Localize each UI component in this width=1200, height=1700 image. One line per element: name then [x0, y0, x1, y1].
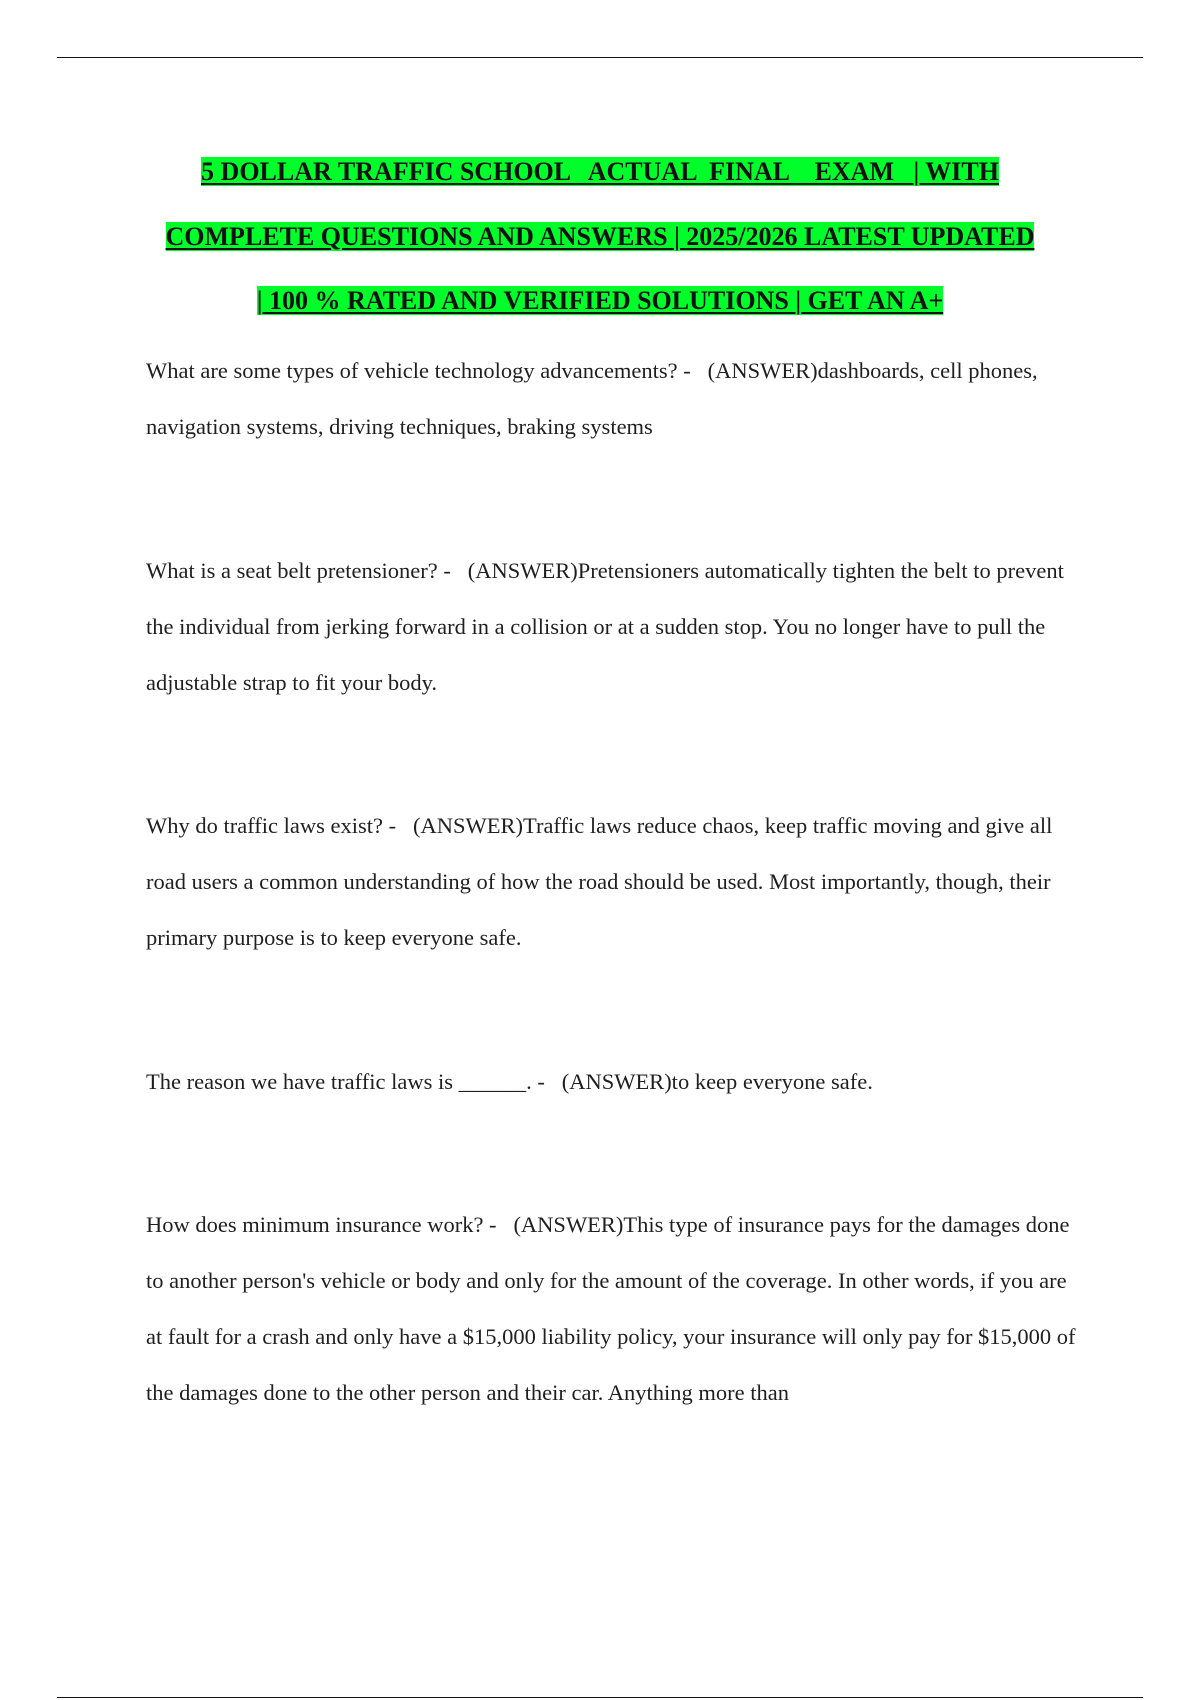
qa-question-1: What are some types of vehicle technology advancements? - [146, 358, 697, 383]
document-title [120, 140, 1080, 334]
title-line-3-text: | 100 % RATED AND VERIFIED SOLUTIONS | GET AN A+ [256, 286, 944, 315]
title-line-1 [120, 140, 1080, 205]
bottom-rule [57, 1697, 1143, 1698]
top-rule [57, 57, 1143, 58]
qa-answer-1: (ANSWER)dashboards, cell phones, navigation systems, driving techniques, braking systems [146, 358, 1044, 439]
qa-item-2 [146, 543, 1086, 711]
qa-item-3 [146, 798, 1086, 966]
qa-question-5: How does minimum insurance work? - [146, 1212, 503, 1237]
qa-item-4 [146, 1054, 1086, 1110]
qa-answer-4: (ANSWER)to keep everyone safe. [550, 1069, 873, 1094]
title-line-2-text: COMPLETE QUESTIONS AND ANSWERS | 2025/2026 LATEST UPDATED [165, 221, 1035, 251]
qa-item-1 [146, 343, 1086, 455]
qa-question-2: What is a seat belt pretensioner? - [146, 558, 457, 583]
qa-question-3: Why do traffic laws exist? - [146, 813, 402, 838]
qa-item-5 [146, 1197, 1086, 1421]
qa-answer-3: (ANSWER)Traffic laws reduce chaos, keep traffic moving and give all road users a common understanding of how the road should be used. Most importantly, though, their primary purpose is to keep everyone safe. [146, 813, 1059, 950]
qa-question-4: The reason we have traffic laws is ______. - [146, 1069, 551, 1094]
title-line-2 [120, 205, 1080, 270]
qa-answer-2: (ANSWER)Pretensioners automatically tighten the belt to prevent the individual from jerking forward in a collision or at a sudden stop. You no longer have to pull the adjustable strap to fit your body. [146, 558, 1070, 695]
title-line-1-text: 5 DOLLAR TRAFFIC SCHOOL ACTUAL FINAL EXAM | WITH [201, 157, 999, 186]
title-line-3 [120, 269, 1080, 334]
qa-answer-5: (ANSWER)This type of insurance pays for the damages done to another person's vehicle or body and only for the amount of the coverage. In other words, if you are at fault for a crash and only have a $15,000 liability policy, your insurance will only pay for $15,000 of the damages done to the other person and their car. Anything more than [146, 1212, 1082, 1405]
